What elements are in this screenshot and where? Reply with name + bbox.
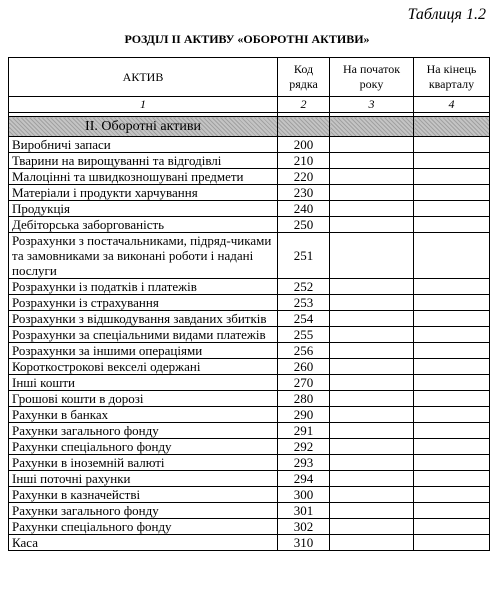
value-year-start [330, 455, 414, 471]
table-row [9, 343, 490, 359]
row-code: 302 [278, 519, 330, 535]
row-code: 294 [278, 471, 330, 487]
value-quarter-end [414, 359, 490, 375]
table-row [9, 359, 490, 375]
table-row [9, 391, 490, 407]
value-quarter-end [414, 217, 490, 233]
row-code: 250 [278, 217, 330, 233]
header-row-code: Код рядка [278, 58, 330, 97]
row-label: Тварини на вирощуванні та відгодівлі [9, 153, 278, 169]
value-quarter-end [414, 407, 490, 423]
row-label: Малоцінні та швидкозношувані предмети [9, 169, 278, 185]
value-quarter-end [414, 375, 490, 391]
row-code: 251 [278, 233, 330, 279]
column-number: 1 [9, 97, 278, 113]
table-row [9, 471, 490, 487]
table-row [9, 375, 490, 391]
row-label: Рахунки загального фонду [9, 423, 278, 439]
value-quarter-end [414, 295, 490, 311]
row-label: Розрахунки з постачальниками, підряд-чиками та замовниками за виконані роботи і надані послуги [9, 233, 278, 279]
table-row [9, 217, 490, 233]
value-year-start [330, 185, 414, 201]
table-row [9, 185, 490, 201]
row-label: Рахунки в іноземній валюті [9, 455, 278, 471]
value-quarter-end [414, 519, 490, 535]
value-quarter-end [414, 311, 490, 327]
row-label: Матеріали і продукти харчування [9, 185, 278, 201]
value-quarter-end [414, 201, 490, 217]
value-quarter-end [414, 169, 490, 185]
value-year-start [330, 217, 414, 233]
row-label: Рахунки загального фонду [9, 503, 278, 519]
value-year-start [330, 343, 414, 359]
row-code: 200 [278, 137, 330, 153]
table-row [9, 311, 490, 327]
value-year-start [330, 487, 414, 503]
column-number: 2 [278, 97, 330, 113]
table-row [9, 137, 490, 153]
header-year-start: На початок року [330, 58, 414, 97]
value-year-start [330, 311, 414, 327]
value-quarter-end [414, 185, 490, 201]
row-label: Каса [9, 535, 278, 551]
value-quarter-end [414, 279, 490, 295]
header-asset: АКТИВ [9, 58, 278, 97]
value-quarter-end [414, 455, 490, 471]
table-row [9, 439, 490, 455]
row-label: Інші кошти [9, 375, 278, 391]
row-code: 290 [278, 407, 330, 423]
table-row [9, 327, 490, 343]
assets-table [8, 57, 490, 551]
row-label: Рахунки спеціального фонду [9, 519, 278, 535]
row-code: 293 [278, 455, 330, 471]
row-code: 253 [278, 295, 330, 311]
row-code: 300 [278, 487, 330, 503]
value-quarter-end [414, 503, 490, 519]
row-code: 291 [278, 423, 330, 439]
section-shade-cell [330, 117, 414, 137]
table-row [9, 407, 490, 423]
row-label: Рахунки спеціального фонду [9, 439, 278, 455]
value-quarter-end [414, 137, 490, 153]
value-year-start [330, 519, 414, 535]
value-quarter-end [414, 471, 490, 487]
row-code: 254 [278, 311, 330, 327]
value-year-start [330, 169, 414, 185]
table-row [9, 295, 490, 311]
row-code: 270 [278, 375, 330, 391]
table-row [9, 201, 490, 217]
value-quarter-end [414, 391, 490, 407]
table-row [9, 153, 490, 169]
row-label: Короткострокові векселі одержані [9, 359, 278, 375]
section-header-row [9, 117, 490, 137]
value-quarter-end [414, 153, 490, 169]
row-code: 240 [278, 201, 330, 217]
row-code: 210 [278, 153, 330, 169]
value-quarter-end [414, 487, 490, 503]
value-quarter-end [414, 423, 490, 439]
table-row [9, 503, 490, 519]
table-body [9, 137, 490, 551]
row-label: Розрахунки за іншими операціями [9, 343, 278, 359]
row-label: Інші поточні рахунки [9, 471, 278, 487]
column-number: 3 [330, 97, 414, 113]
value-quarter-end [414, 535, 490, 551]
value-year-start [330, 359, 414, 375]
row-code: 255 [278, 327, 330, 343]
row-label: Виробничі запаси [9, 137, 278, 153]
value-year-start [330, 391, 414, 407]
value-year-start [330, 153, 414, 169]
value-year-start [330, 423, 414, 439]
row-label: Розрахунки із страхування [9, 295, 278, 311]
row-label: Розрахунки за спеціальними видами платежів [9, 327, 278, 343]
value-quarter-end [414, 439, 490, 455]
value-year-start [330, 535, 414, 551]
header-row [9, 58, 490, 97]
row-label: Розрахунки із податків і платежів [9, 279, 278, 295]
row-label: Рахунки в банках [9, 407, 278, 423]
row-code: 310 [278, 535, 330, 551]
row-code: 292 [278, 439, 330, 455]
column-numbering-row [9, 97, 490, 113]
value-year-start [330, 375, 414, 391]
row-code: 220 [278, 169, 330, 185]
value-year-start [330, 503, 414, 519]
value-year-start [330, 233, 414, 279]
table-row [9, 423, 490, 439]
section-shade-cell [414, 117, 490, 137]
row-code: 280 [278, 391, 330, 407]
table-row [9, 455, 490, 471]
value-year-start [330, 407, 414, 423]
header-quarter-end: На кінець кварталу [414, 58, 490, 97]
row-label: Рахунки в казначействі [9, 487, 278, 503]
row-code: 230 [278, 185, 330, 201]
value-year-start [330, 471, 414, 487]
row-label: Розрахунки з відшкодування завданих збитків [9, 311, 278, 327]
row-label: Дебіторська заборгованість [9, 217, 278, 233]
table-caption: Таблиця 1.2 [407, 6, 486, 23]
table-row [9, 169, 490, 185]
table-row [9, 279, 490, 295]
value-year-start [330, 327, 414, 343]
row-code: 256 [278, 343, 330, 359]
value-year-start [330, 137, 414, 153]
section-title: II. Оборотні активи [9, 117, 278, 137]
table-title: РОЗДІЛ ІІ АКТИВУ «ОБОРОТНІ АКТИВИ» [124, 32, 370, 46]
row-label: Продукція [9, 201, 278, 217]
table-row [9, 233, 490, 279]
value-year-start [330, 439, 414, 455]
value-quarter-end [414, 233, 490, 279]
table-row [9, 487, 490, 503]
table-row [9, 519, 490, 535]
value-year-start [330, 279, 414, 295]
table-row [9, 535, 490, 551]
row-code: 301 [278, 503, 330, 519]
value-year-start [330, 295, 414, 311]
value-quarter-end [414, 327, 490, 343]
row-code: 260 [278, 359, 330, 375]
value-year-start [330, 201, 414, 217]
row-label: Грошові кошти в дорозі [9, 391, 278, 407]
section-shade-cell [278, 117, 330, 137]
row-code: 252 [278, 279, 330, 295]
value-quarter-end [414, 343, 490, 359]
column-number: 4 [414, 97, 490, 113]
